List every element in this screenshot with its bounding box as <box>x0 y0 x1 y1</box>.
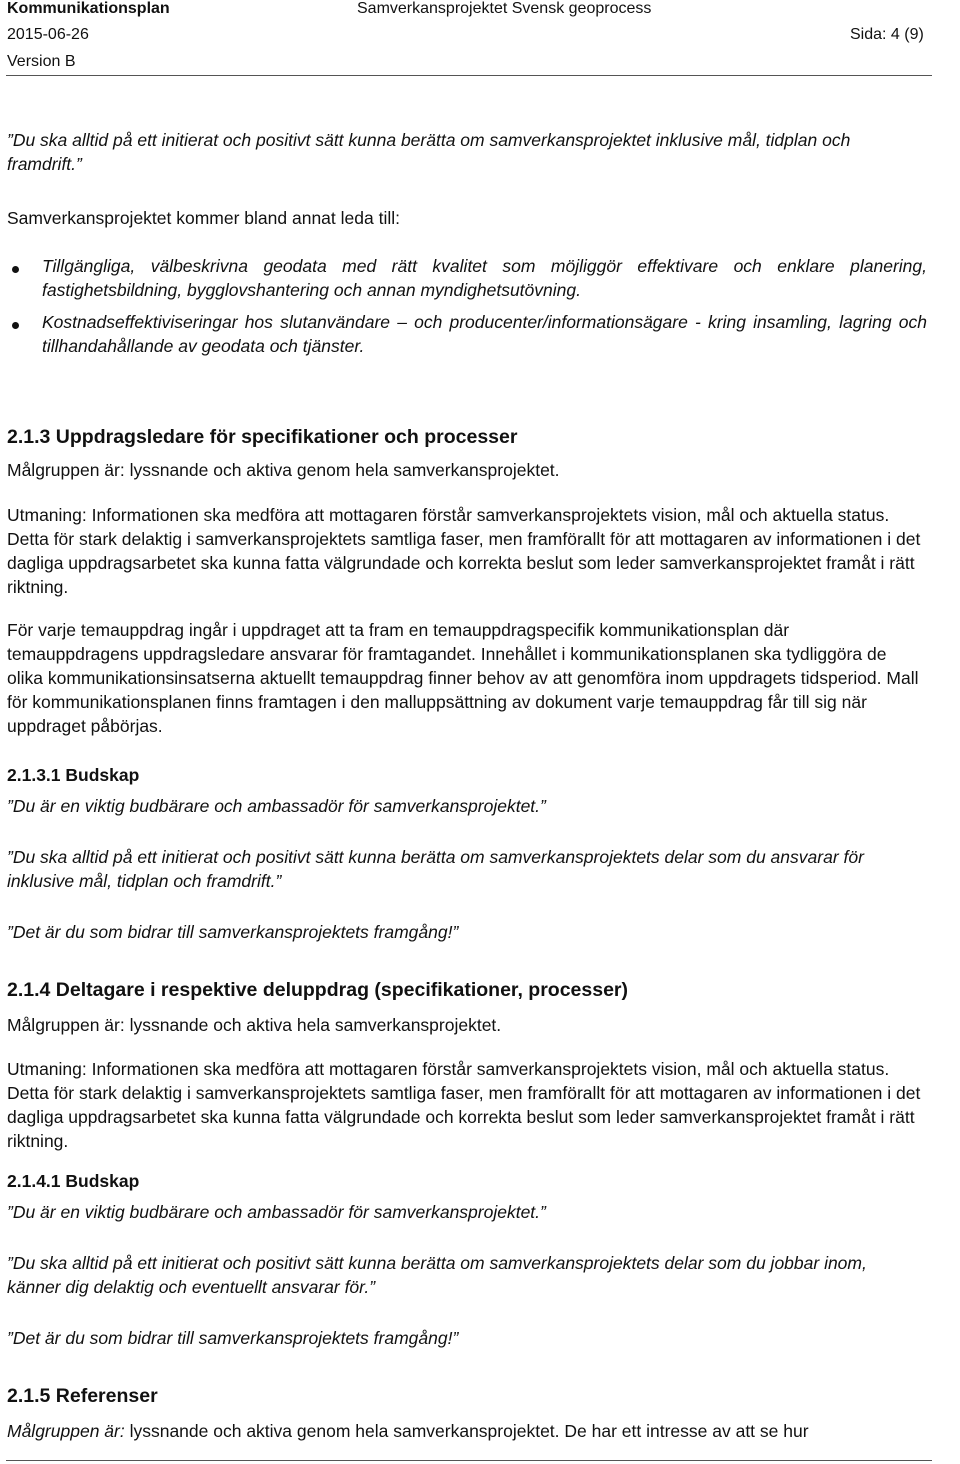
section-target: Målgruppen är: lyssnande och aktiva genom hela samverkansprojektet. <box>7 460 560 480</box>
bullet-dot <box>12 266 19 273</box>
intro-lead: Samverkansprojektet kommer bland annat leda till: <box>7 208 400 228</box>
message-quote: ”Du ska alltid på ett initierat och positivt sätt kunna berätta om samverkansprojektets delar som du ansvarar för inklusive mål, tidplan och framdrift.” <box>7 847 864 891</box>
header-version: Version B <box>7 53 76 70</box>
section-heading-2-1-3: 2.1.3 Uppdragsledare för specifikationer och processer <box>7 426 518 448</box>
message-quote: ”Du är en viktig budbärare och ambassadör för samverkansprojektet.” <box>7 1202 546 1222</box>
message-quote: ”Det är du som bidrar till samverkansprojektets framgång!” <box>7 1328 459 1348</box>
section-heading-2-1-5: 2.1.5 Referenser <box>7 1385 158 1407</box>
section-target <box>7 1419 925 1443</box>
section-challenge: Utmaning: Informationen ska medföra att mottagaren förstår samverkansprojektets vision, mål och aktuella status. Detta för stark delaktig i samverkansprojektets samtliga faser, men framförallt för att mottagaren av informationen i det dagliga uppdragsarbetet ska kunna fatta välgrundade och korrekta beslut som leder samverkansprojektet framåt i rätt riktning. <box>7 505 921 597</box>
section-challenge: Utmaning: Informationen ska medföra att mottagaren förstår samverkansprojektets vision, mål och aktuella status. Detta för stark delaktig i samverkansprojektets samtliga faser, men framförallt för att mottagaren av informationen i det dagliga uppdragsarbetet ska kunna fatta välgrundade och korrekta beslut som leder samverkansprojektet framåt i rätt riktning. <box>7 1059 921 1151</box>
section-heading-2-1-3-1: 2.1.3.1 Budskap <box>7 765 140 785</box>
header-page-number: Sida: 4 (9) <box>850 26 924 43</box>
section-target: Målgruppen är: lyssnande och aktiva hela samverkansprojektet. <box>7 1015 502 1035</box>
footer-divider <box>6 1460 932 1461</box>
bullet-item: Kostnadseffektiviseringar hos slutanvändare – och producenter/informationsägare - kring insamling, lagring och tillhandahållande av geodata och tjänster. <box>42 312 927 356</box>
section-heading-2-1-4-1: 2.1.4.1 Budskap <box>7 1171 140 1191</box>
bullet-dot <box>12 322 19 329</box>
intro-quote: ”Du ska alltid på ett initierat och positivt sätt kunna berätta om samverkansprojektet inklusive mål, tidplan och framdrift.” <box>7 130 851 174</box>
header-project-title: Samverkansprojektet Svensk geoprocess <box>357 0 652 17</box>
target-label: Målgruppen är: <box>7 1421 125 1441</box>
message-quote: ”Du ska alltid på ett initierat och positivt sätt kunna berätta om samverkansprojektets delar som du jobbar inom, känner dig delaktig och eventuellt ansvarar för.” <box>7 1253 867 1297</box>
section-paragraph: För varje temauppdrag ingår i uppdraget att ta fram en temauppdragspecifik kommunikationsplan där temauppdragens uppdragsledare ansvarar för framtagandet. Innehållet i kommunikationsplanen ska tydliggöra de olika kommunikationsinsatserna aktuellt temauppdrag finner behov av att genomföra inom uppdragets tidsperiod. Mall för kommunikationsplanen finns framtagen i den malluppsättning av dokument varje temauppdrag får till sig när uppdraget påbörjas. <box>7 620 919 736</box>
header-date: 2015-06-26 <box>7 26 89 43</box>
target-text: lyssnande och aktiva genom hela samverkansprojektet. De har ett intresse av att se hur <box>124 1421 809 1441</box>
message-quote: ”Du är en viktig budbärare och ambassadör för samverkansprojektet.” <box>7 796 546 816</box>
header-divider <box>6 75 932 76</box>
bullet-item: Tillgängliga, välbeskrivna geodata med rätt kvalitet som möjliggör effektivare och enklare planering, fastighetsbildning, bygglovshantering och annan myndighetsutövning. <box>42 256 927 300</box>
message-quote: ”Det är du som bidrar till samverkansprojektets framgång!” <box>7 922 459 942</box>
section-heading-2-1-4: 2.1.4 Deltagare i respektive deluppdrag (specifikationer, processer) <box>7 979 629 1001</box>
header-doc-title: Kommunikationsplan <box>7 0 170 17</box>
